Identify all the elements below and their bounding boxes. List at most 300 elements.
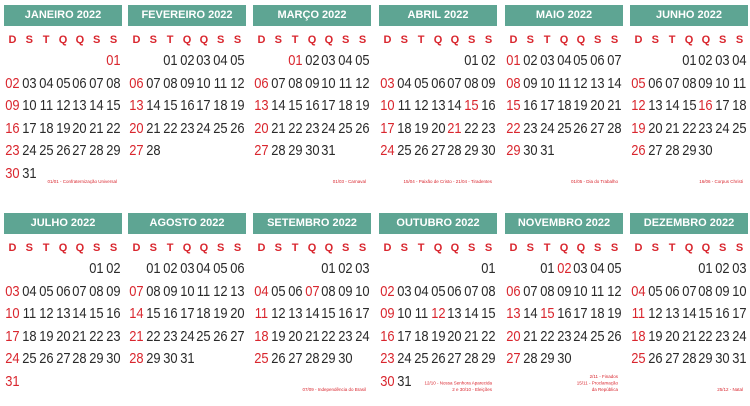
weekday-label: S <box>735 242 744 254</box>
holiday-day-cell: 01 <box>506 52 521 69</box>
day-cell: 19 <box>213 305 228 323</box>
day-cell: 03 <box>355 260 370 277</box>
day-cell: 16 <box>5 119 20 137</box>
day-cell: 15 <box>321 305 337 323</box>
day-cell: 14 <box>607 74 622 92</box>
day-cell: 23 <box>380 350 395 368</box>
day-cell: 18 <box>413 327 429 345</box>
day-cell: 18 <box>397 119 412 137</box>
day-cell: 18 <box>590 305 605 323</box>
day-cell: 24 <box>179 327 195 345</box>
holiday-day-cell: 07 <box>304 282 320 300</box>
day-cell: 20 <box>506 327 521 345</box>
holiday-day-cell: 02 <box>556 260 572 277</box>
holiday-day-cell: 21 <box>447 119 463 137</box>
day-cell: 17 <box>539 97 555 115</box>
day-cell: 02 <box>106 260 121 277</box>
day-grid <box>253 50 371 163</box>
day-cell: 05 <box>573 52 589 69</box>
month-title: JULHO 2022 <box>4 213 122 234</box>
day-cell: 09 <box>106 282 121 300</box>
day-cell: 09 <box>481 74 496 92</box>
day-cell: 02 <box>523 52 538 69</box>
day-cell: 31 <box>539 142 555 160</box>
holiday-notes <box>256 179 366 186</box>
day-cell: 08 <box>506 74 521 92</box>
weekday-label: D <box>8 242 17 254</box>
day-cell: 24 <box>715 119 730 137</box>
day-cell: 17 <box>397 327 412 345</box>
day-cell: 14 <box>146 97 161 115</box>
weekday-label: S <box>25 242 33 254</box>
day-cell: 26 <box>430 350 446 368</box>
day-cell: 08 <box>89 282 104 300</box>
weekday-label: S <box>400 34 408 46</box>
weekday-label: S <box>735 34 744 46</box>
day-cell: 27 <box>72 142 88 160</box>
day-cell: 22 <box>506 119 521 137</box>
holiday-notes <box>508 374 618 394</box>
day-cell: 23 <box>338 327 353 345</box>
holiday-note: 12/10 - Nossa Senhora Aparecida <box>424 380 492 386</box>
day-cell: 11 <box>214 74 228 92</box>
day-cell: 23 <box>481 119 496 137</box>
month-panel <box>505 213 623 403</box>
day-cell: 04 <box>38 74 54 92</box>
day-cell: 14 <box>72 305 88 323</box>
day-cell: 04 <box>338 52 353 69</box>
day-cell: 01 <box>481 260 496 277</box>
day-cell: 04 <box>631 282 646 300</box>
holiday-note: 01/03 - Carnaval <box>332 179 366 184</box>
day-cell: 21 <box>304 327 320 345</box>
day-cell: 28 <box>72 350 88 368</box>
day-cell: 14 <box>681 305 697 323</box>
day-cell: 05 <box>607 260 622 277</box>
day-cell: 13 <box>590 74 605 92</box>
month-title: OUTUBRO 2022 <box>379 213 497 234</box>
day-cell: 17 <box>5 327 20 345</box>
day-cell: 19 <box>607 305 622 323</box>
day-cell: 26 <box>631 142 646 160</box>
day-cell: 02 <box>179 52 195 69</box>
weekday-row <box>505 32 623 48</box>
day-cell: 24 <box>321 119 337 137</box>
day-cell: 01 <box>162 52 178 69</box>
holiday-day-cell: 16 <box>698 97 714 115</box>
day-cell: 03 <box>321 52 337 69</box>
day-cell: 08 <box>106 74 121 92</box>
day-cell: 03 <box>380 74 395 92</box>
day-cell: 17 <box>732 305 747 323</box>
day-cell: 21 <box>129 327 144 345</box>
weekday-label: S <box>233 34 242 46</box>
month-title: ABRIL 2022 <box>379 5 497 26</box>
day-cell: 20 <box>447 327 463 345</box>
day-cell: 05 <box>230 52 245 69</box>
month-panel <box>253 213 371 403</box>
day-cell: 05 <box>430 282 446 300</box>
day-cell: 17 <box>22 119 37 137</box>
day-cell: 20 <box>430 119 446 137</box>
day-cell: 02 <box>698 52 714 69</box>
weekday-label: Q <box>199 242 209 254</box>
day-cell: 30 <box>5 164 20 182</box>
weekday-label: S <box>719 34 727 46</box>
day-cell: 23 <box>5 142 20 160</box>
holiday-day-cell: 15 <box>539 305 555 323</box>
day-cell: 24 <box>5 350 20 368</box>
day-cell: 07 <box>129 282 144 300</box>
day-cell: 23 <box>698 119 714 137</box>
day-cell: 26 <box>355 119 370 137</box>
weekday-label: Q <box>701 242 711 254</box>
weekday-label: D <box>383 242 392 254</box>
weekday-label: D <box>132 242 141 254</box>
weekday-label: S <box>400 242 408 254</box>
weekday-label: Q <box>701 34 711 46</box>
weekday-row <box>128 240 246 256</box>
weekday-label: S <box>274 34 282 46</box>
day-cell: 07 <box>681 282 697 300</box>
weekday-row <box>379 240 497 256</box>
day-cell: 22 <box>681 119 697 137</box>
weekday-label: D <box>509 34 518 46</box>
day-cell: 04 <box>732 52 747 69</box>
day-cell: 28 <box>664 142 680 160</box>
day-cell: 03 <box>196 52 212 69</box>
day-cell: 30 <box>338 350 353 368</box>
day-cell: 20 <box>230 305 245 323</box>
day-cell: 28 <box>129 350 144 368</box>
day-cell: 10 <box>539 74 555 92</box>
day-cell: 27 <box>447 350 463 368</box>
day-cell: 22 <box>287 119 303 137</box>
day-cell: 28 <box>89 142 104 160</box>
holiday-notes <box>508 179 618 186</box>
day-cell: 02 <box>162 260 178 277</box>
weekday-label: Q <box>307 242 317 254</box>
day-cell: 06 <box>72 74 88 92</box>
month-title: MARÇO 2022 <box>253 5 371 26</box>
day-cell: 21 <box>523 327 538 345</box>
day-cell: 27 <box>230 327 245 345</box>
day-cell: 18 <box>732 97 747 115</box>
day-cell: 29 <box>146 350 161 368</box>
weekday-label: T <box>417 34 425 46</box>
day-cell: 21 <box>464 327 479 345</box>
day-cell: 30 <box>304 142 320 160</box>
day-cell: 02 <box>338 260 353 277</box>
day-cell: 26 <box>55 142 71 160</box>
day-cell: 11 <box>397 97 411 115</box>
holiday-notes <box>7 179 117 186</box>
day-cell: 11 <box>197 282 211 300</box>
day-cell: 14 <box>523 305 538 323</box>
day-cell: 04 <box>196 260 212 277</box>
day-cell: 09 <box>698 74 714 92</box>
day-cell: 13 <box>55 305 71 323</box>
day-cell: 12 <box>213 282 228 300</box>
day-cell: 30 <box>380 372 395 390</box>
day-cell: 27 <box>430 142 446 160</box>
weekday-label: S <box>93 242 101 254</box>
day-cell: 19 <box>355 97 370 115</box>
day-cell: 05 <box>355 52 370 69</box>
day-cell: 19 <box>230 97 245 115</box>
holiday-note: 15/04 - Paixão de Cristo - 21/04 - Tiradentes <box>403 179 492 184</box>
day-cell: 27 <box>664 350 680 368</box>
weekday-label: D <box>8 34 17 46</box>
weekday-label: T <box>543 242 551 254</box>
day-cell: 16 <box>523 97 538 115</box>
day-cell: 16 <box>162 305 178 323</box>
day-cell: 17 <box>355 305 370 323</box>
weekday-label: S <box>594 242 602 254</box>
day-cell: 20 <box>287 327 303 345</box>
day-grid <box>505 258 623 371</box>
day-cell: 10 <box>22 97 37 115</box>
month-title: AGOSTO 2022 <box>128 213 246 234</box>
holiday-note: 07/09 - Independência do Brasil <box>302 387 366 392</box>
day-cell: 10 <box>321 74 337 92</box>
day-cell: 31 <box>5 372 20 390</box>
holiday-notes <box>633 179 743 186</box>
day-cell: 30 <box>162 350 178 368</box>
weekday-label: Q <box>324 34 334 46</box>
day-cell: 14 <box>447 97 463 115</box>
day-cell: 29 <box>481 350 496 368</box>
day-cell: 14 <box>271 97 286 115</box>
holiday-day-cell: 15 <box>464 97 479 115</box>
day-cell: 27 <box>287 350 303 368</box>
day-cell: 15 <box>162 97 178 115</box>
day-cell: 23 <box>106 327 121 345</box>
day-cell: 05 <box>631 74 646 92</box>
day-cell: 05 <box>648 282 663 300</box>
weekday-row <box>253 32 371 48</box>
day-cell: 27 <box>129 142 144 160</box>
weekday-label: D <box>257 242 266 254</box>
day-cell: 28 <box>607 119 622 137</box>
weekday-label: Q <box>182 34 192 46</box>
month-title: MAIO 2022 <box>505 5 623 26</box>
weekday-label: Q <box>559 242 569 254</box>
weekday-label: S <box>468 34 476 46</box>
weekday-label: T <box>42 34 50 46</box>
day-cell: 15 <box>481 305 496 323</box>
day-cell: 12 <box>648 305 663 323</box>
month-panel <box>379 213 497 403</box>
day-cell: 26 <box>271 350 286 368</box>
day-cell: 26 <box>230 119 245 137</box>
day-cell: 08 <box>681 74 697 92</box>
day-cell: 05 <box>55 74 71 92</box>
day-cell: 29 <box>539 350 555 368</box>
day-cell: 24 <box>196 119 212 137</box>
weekday-label: T <box>166 34 174 46</box>
weekday-label: D <box>509 242 518 254</box>
day-cell: 06 <box>230 260 245 277</box>
day-cell: 06 <box>506 282 521 300</box>
day-cell: 03 <box>539 52 555 69</box>
day-cell: 04 <box>397 74 412 92</box>
day-cell: 09 <box>523 74 538 92</box>
weekday-label: S <box>651 242 659 254</box>
day-cell: 01 <box>464 52 479 69</box>
day-cell: 16 <box>481 97 496 115</box>
weekday-label: S <box>468 242 476 254</box>
weekday-label: D <box>132 34 141 46</box>
weekday-label: T <box>291 34 299 46</box>
day-grid <box>630 50 748 163</box>
day-cell: 07 <box>447 74 463 92</box>
weekday-label: D <box>634 242 643 254</box>
month-title: JANEIRO 2022 <box>4 5 122 26</box>
day-cell: 11 <box>732 74 747 92</box>
holiday-day-cell: 01 <box>106 52 121 69</box>
holiday-note: da República <box>591 387 618 392</box>
day-cell: 25 <box>732 119 747 137</box>
day-cell: 06 <box>648 74 663 92</box>
weekday-label: T <box>417 242 425 254</box>
month-title: FEVEREIRO 2022 <box>128 5 246 26</box>
weekday-label: Q <box>75 34 85 46</box>
month-panel <box>128 5 246 195</box>
weekday-row <box>379 32 497 48</box>
day-cell: 09 <box>338 282 353 300</box>
day-cell: 17 <box>321 97 337 115</box>
day-cell: 14 <box>304 305 320 323</box>
day-cell: 22 <box>321 327 337 345</box>
day-cell: 07 <box>607 52 622 69</box>
day-cell: 31 <box>179 350 195 368</box>
day-cell: 23 <box>523 119 538 137</box>
day-cell: 13 <box>506 305 521 323</box>
holiday-note: 2 e 30/10 - Eleições <box>452 387 492 392</box>
day-cell: 28 <box>304 350 320 368</box>
day-cell: 16 <box>556 305 572 323</box>
weekday-label: S <box>610 34 619 46</box>
weekday-label: T <box>543 34 551 46</box>
day-cell: 31 <box>22 164 37 182</box>
day-cell: 11 <box>339 74 353 92</box>
month-panel <box>253 5 371 195</box>
day-cell: 16 <box>338 305 353 323</box>
weekday-label: Q <box>199 34 209 46</box>
day-cell: 20 <box>590 97 605 115</box>
month-panel <box>128 213 246 403</box>
weekday-label: D <box>257 34 266 46</box>
day-cell: 19 <box>55 119 71 137</box>
day-cell: 09 <box>5 97 20 115</box>
day-cell: 13 <box>254 97 269 115</box>
day-cell: 18 <box>22 327 37 345</box>
weekday-label: S <box>109 242 118 254</box>
day-cell: 26 <box>413 142 429 160</box>
weekday-label: S <box>149 34 157 46</box>
day-cell: 27 <box>55 350 71 368</box>
day-grid <box>505 50 623 163</box>
day-cell: 30 <box>698 142 714 160</box>
weekday-label: S <box>526 242 534 254</box>
day-cell: 18 <box>213 97 228 115</box>
day-grid <box>379 258 497 394</box>
day-cell: 09 <box>380 305 395 323</box>
day-cell: 20 <box>129 119 144 137</box>
day-cell: 06 <box>129 74 144 92</box>
day-cell: 30 <box>556 350 572 368</box>
day-cell: 15 <box>681 97 697 115</box>
day-cell: 07 <box>89 74 104 92</box>
day-cell: 09 <box>162 282 178 300</box>
weekday-label: S <box>594 34 602 46</box>
day-cell: 05 <box>413 74 429 92</box>
day-cell: 25 <box>38 142 54 160</box>
day-cell: 29 <box>287 142 303 160</box>
day-cell: 24 <box>380 142 395 160</box>
day-cell: 12 <box>230 74 245 92</box>
weekday-label: S <box>342 242 350 254</box>
holiday-note: 15/11 - Proclamação <box>576 380 618 386</box>
day-grid <box>630 258 748 371</box>
day-cell: 24 <box>22 142 37 160</box>
weekday-label: S <box>217 242 225 254</box>
weekday-label: S <box>217 34 225 46</box>
day-cell: 22 <box>539 327 555 345</box>
weekday-label: Q <box>576 242 586 254</box>
day-cell: 04 <box>22 282 37 300</box>
day-cell: 22 <box>146 327 161 345</box>
day-cell: 10 <box>732 282 747 300</box>
holiday-note: 01/01 - Confraternização Universal <box>47 179 117 184</box>
day-cell: 10 <box>715 74 730 92</box>
day-cell: 12 <box>607 282 622 300</box>
day-cell: 16 <box>380 327 395 345</box>
day-cell: 20 <box>648 119 663 137</box>
day-cell: 20 <box>72 119 88 137</box>
month-title: JUNHO 2022 <box>630 5 748 26</box>
holiday-note: 2/11 - Finados <box>589 374 618 379</box>
day-cell: 01 <box>539 260 555 277</box>
weekday-label: Q <box>684 34 694 46</box>
day-cell: 26 <box>573 119 589 137</box>
weekday-label: S <box>358 242 367 254</box>
month-panel <box>630 5 748 195</box>
day-cell: 22 <box>162 119 178 137</box>
day-cell: 18 <box>38 119 54 137</box>
day-cell: 21 <box>271 119 286 137</box>
day-cell: 06 <box>430 74 446 92</box>
weekday-label: S <box>274 242 282 254</box>
day-cell: 14 <box>129 305 144 323</box>
day-cell: 28 <box>464 350 479 368</box>
month-title: SETEMBRO 2022 <box>253 213 371 234</box>
day-cell: 22 <box>106 119 121 137</box>
month-title: NOVEMBRO 2022 <box>505 213 623 234</box>
weekday-label: S <box>93 34 101 46</box>
day-cell: 18 <box>196 305 212 323</box>
day-cell: 08 <box>287 74 303 92</box>
day-cell: 28 <box>271 142 286 160</box>
day-cell: 09 <box>179 74 195 92</box>
weekday-row <box>630 32 748 48</box>
day-cell: 04 <box>213 52 228 69</box>
weekday-label: Q <box>324 242 334 254</box>
day-cell: 13 <box>72 97 88 115</box>
day-cell: 15 <box>106 97 121 115</box>
day-cell: 23 <box>162 327 178 345</box>
